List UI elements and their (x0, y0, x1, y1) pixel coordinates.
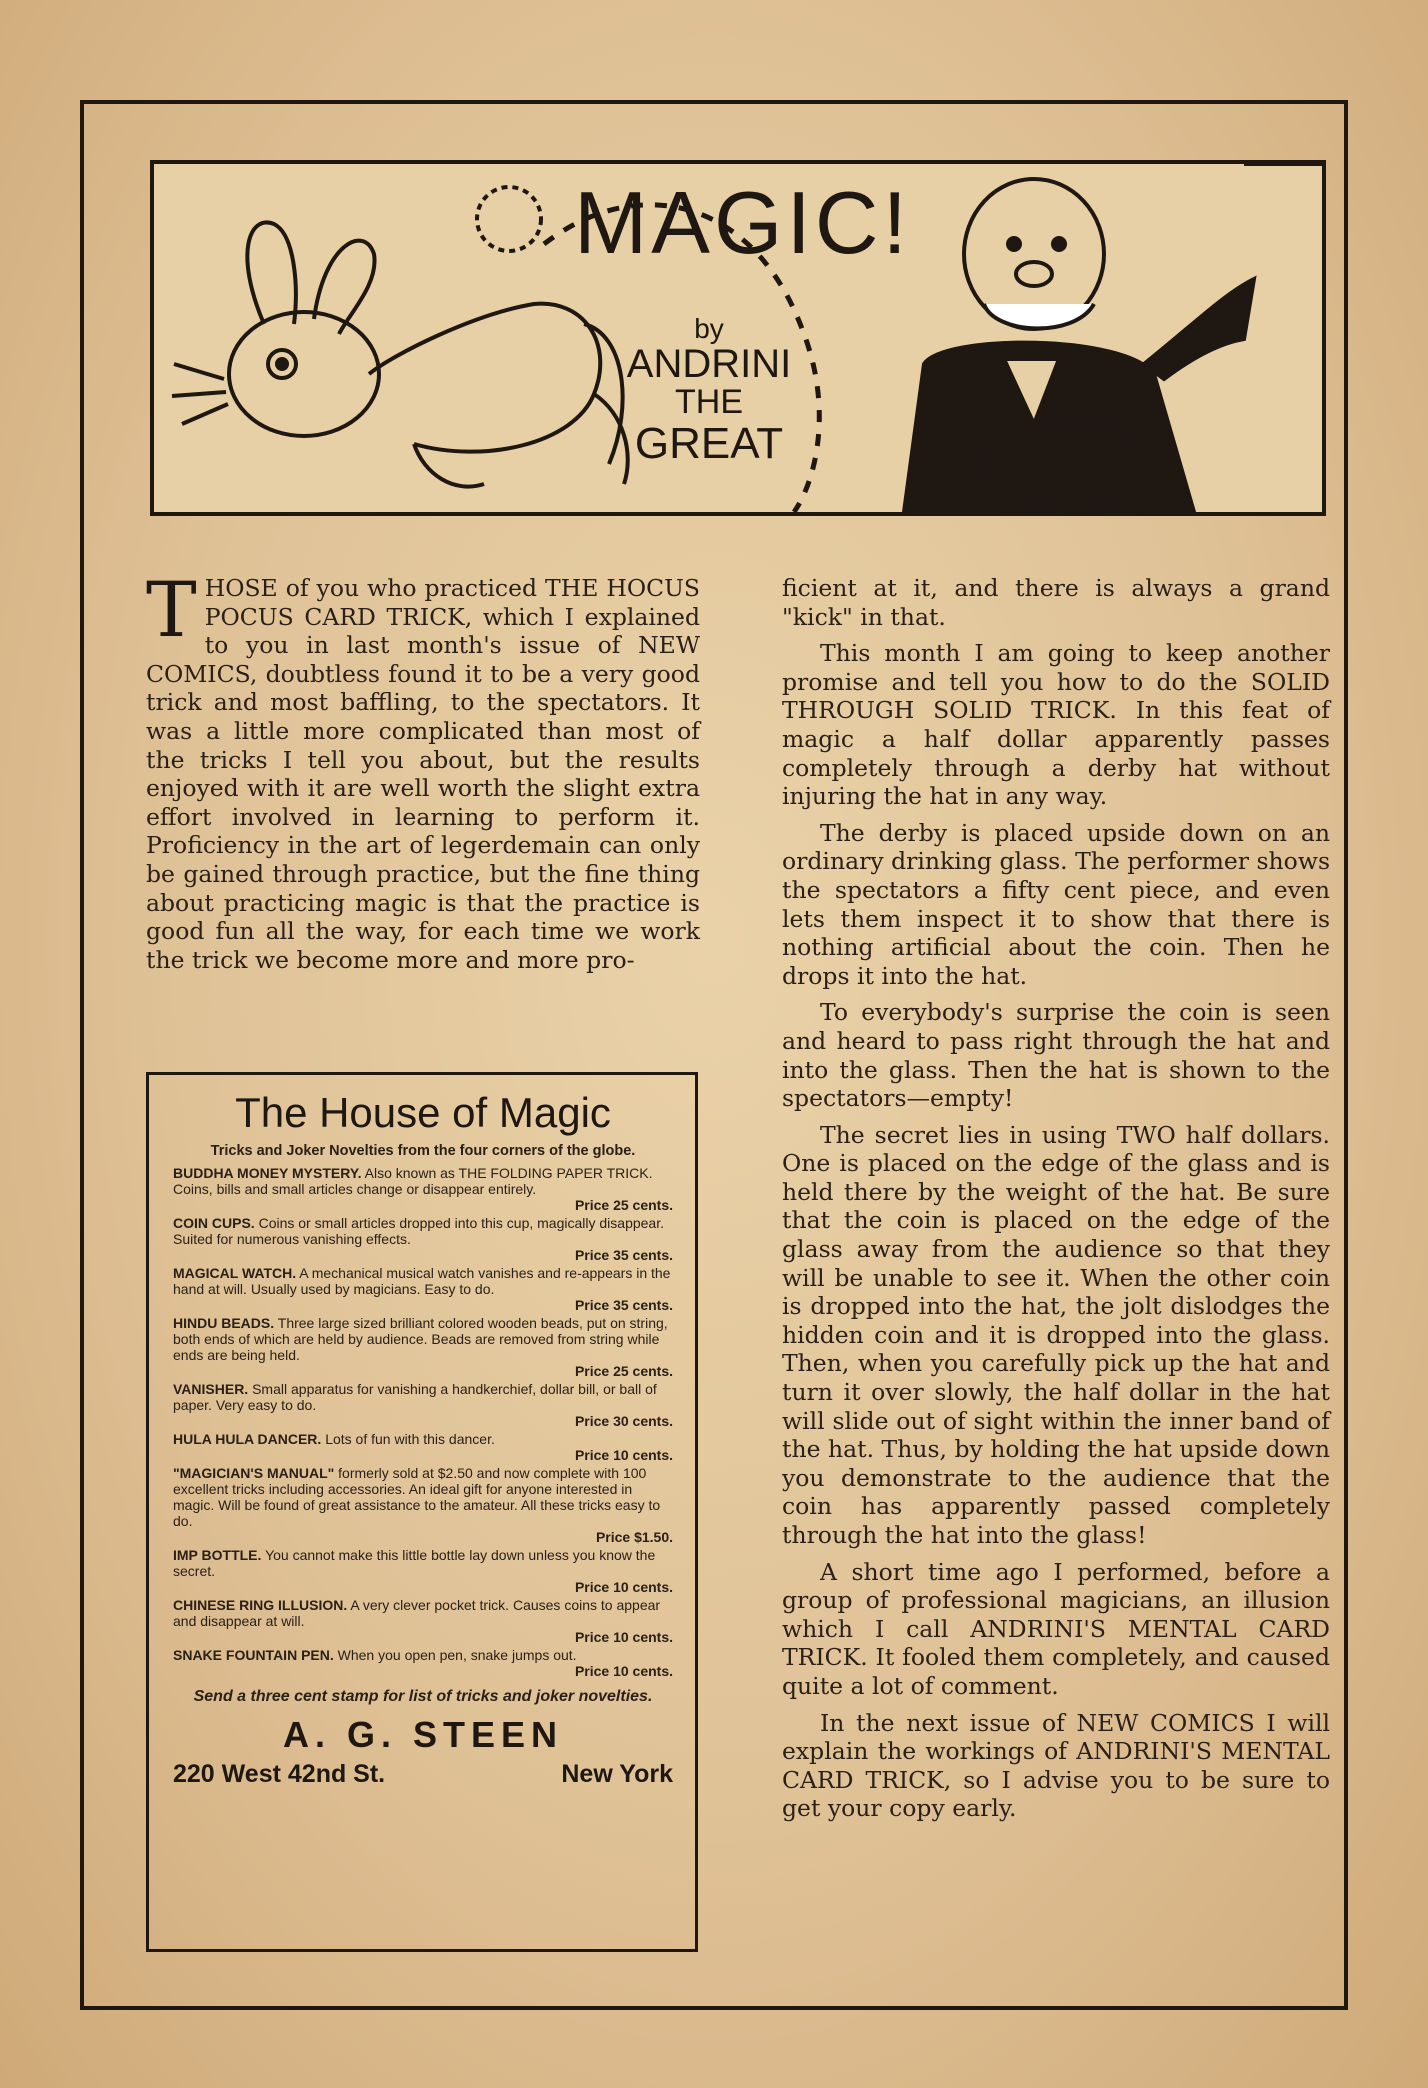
ad-item-name: CHINESE RING ILLUSION. (173, 1597, 348, 1613)
ad-item-price: Price 10 cents. (574, 1629, 673, 1645)
ad-item (173, 1431, 673, 1463)
ad-street-address: 220 West 42nd St. (173, 1760, 386, 1788)
ad-item-desc: Small apparatus for vanishing a handkerchief, dollar bill, or ball of paper. Very easy to do. (173, 1381, 657, 1413)
ad-item-name: "MAGICIAN'S MANUAL" (173, 1465, 335, 1481)
ad-subtitle: Tricks and Joker Novelties from the four corners of the globe. (210, 1143, 636, 1159)
ad-item (173, 1597, 673, 1645)
magician-illustration (904, 164, 1322, 512)
ad-item-price: Price 10 cents. (574, 1579, 673, 1595)
header-banner (150, 160, 1326, 516)
ad-item-name: HINDU BEADS. (173, 1315, 275, 1331)
article-paragraph: In the next issue of NEW COMICS I will explain the workings of ANDRINI'S MENTAL CARD TRICK, so I advise you to be sure to get your copy early. (782, 1708, 1330, 1823)
ad-city: New York (561, 1760, 673, 1788)
ad-item-name: VANISHER. (173, 1381, 249, 1397)
ad-item-desc: A very clever pocket trick. Causes coins to appear and disappear at will. (173, 1597, 661, 1629)
ad-item-name: HULA HULA DANCER. (173, 1431, 322, 1447)
article-paragraph: ficient at it, and there is always a grand "kick" in that. (782, 574, 1330, 631)
rabbit-illustration (172, 187, 628, 487)
ad-footer-note: Send a three cent stamp for list of tricks and joker novelties. (193, 1688, 653, 1705)
article-paragraph: This month I am going to keep another promise and tell you how to do the SOLID THROUGH SOLID TRICK. In this feat of magic a half dollar apparently passes completely through a derby hat without injuring the hat in any way. (782, 639, 1330, 811)
author-name-line2: THE (675, 383, 743, 422)
ad-item (173, 1215, 673, 1263)
ad-item-desc: Coins or small articles dropped into this cup, magically disappear. Suited for numerous vanishing effects. (173, 1215, 664, 1247)
byline (624, 314, 794, 467)
ad-item-price: Price $1.50. (595, 1529, 673, 1545)
article-paragraph: The derby is placed upside down on an ordinary drinking glass. The performer shows the spectators a fifty cent piece, and even lets them inspect it to show that there is nothing artificial about the coin. Then he drops it into the hat. (782, 818, 1330, 990)
ad-title: The House of Magic (235, 1089, 611, 1136)
ad-item-desc: When you open pen, snake jumps out. (337, 1647, 577, 1663)
ad-item (173, 1165, 673, 1213)
article-paragraph: To everybody's surprise the coin is seen and heard to pass right through the hat and into the glass. Then the hat is shown to the spectators—empty! (782, 998, 1330, 1113)
ad-seller-name: A. G. STEEN (282, 1714, 564, 1755)
ad-item (173, 1647, 673, 1679)
ad-item-name: SNAKE FOUNTAIN PEN. (173, 1647, 334, 1663)
ad-item (173, 1265, 673, 1313)
ad-item-desc: Three large sized brilliant colored wooden beads, put on string, both ends of which are held by audience. Beads are removed from string while ends are being held. (173, 1315, 668, 1363)
ad-item-name: BUDDHA MONEY MYSTERY. (173, 1165, 362, 1181)
byline-by: by (694, 313, 724, 344)
ad-item-price: Price 35 cents. (574, 1247, 673, 1263)
ad-item (173, 1315, 673, 1379)
ad-item-price: Price 35 cents. (574, 1297, 673, 1313)
ad-item-price: Price 10 cents. (574, 1447, 673, 1463)
house-of-magic-ad (146, 1072, 698, 1952)
ad-item (173, 1465, 673, 1545)
ad-item-price: Price 25 cents. (574, 1197, 673, 1213)
article-paragraph: The secret lies in using TWO half dollars. One is placed on the edge of the glass and is held there by the weight of the hat. Be sure that the coin is placed on the edge of the glass away from the audience so that they will be unable to see it. When the other coin is dropped into the hat, the jolt dislodges the hidden coin and it is dropped into the glass. Then, when you carefully pick up the hat and turn it over slowly, the half dollar in the hat will slide out of sight within the inner band of the hat. Thus, by holding the hat upside down you demonstrate to the audience that the coin has apparently passed completely through the hat into the glass! (782, 1120, 1330, 1549)
article-left-column (146, 565, 700, 974)
ad-item-desc: Lots of fun with this dancer. (325, 1431, 495, 1447)
article-paragraph (146, 565, 700, 974)
article-right-column (782, 574, 1330, 1823)
ad-item-price: Price 10 cents. (574, 1663, 673, 1679)
ad-item-name: MAGICAL WATCH. (173, 1265, 297, 1281)
article-paragraph: A short time ago I performed, before a group of professional magicians, an illusion which I call ANDRINI'S MENTAL CARD TRICK. It fooled them completely, and caused quite a lot of comment. (782, 1557, 1330, 1700)
ad-item-desc: Also known as THE FOLDING PAPER TRICK. Coins, bills and small articles change or disappear entirely. (173, 1165, 653, 1197)
ad-item-name: COIN CUPS. (173, 1215, 255, 1231)
banner-title: MAGIC! (574, 173, 911, 272)
ad-item-desc: formerly sold at $2.50 and now complete with 100 excellent tricks including accessories. An ideal gift for anyone interested in magic. Will be found of great assistance to the amateur. All these tricks easy to do. (173, 1465, 661, 1529)
ad-item-price: Price 25 cents. (574, 1363, 673, 1379)
ad-item-name: IMP BOTTLE. (173, 1547, 262, 1563)
article-text: HOSE of you who practiced THE HOCUS POCUS CARD TRICK, which I explained to you in last month's issue of NEW COMICS, doubtless found it to be a very good trick and most baffling, to the spectators. It was a little more complicated than most of the tricks I tell you about, but the results enjoyed with it are well worth the slight extra effort involved in learning to perform it. Proficiency in the art of legerdemain can only be gained through practice, but the fine thing about practicing magic is that the practice is good fun all the way, for each time we work the trick we become more and more pro- (146, 574, 700, 974)
author-name-line3: GREAT (634, 419, 784, 469)
ad-item-price: Price 30 cents. (574, 1413, 673, 1429)
drop-cap: T (146, 565, 197, 654)
ad-item (173, 1381, 673, 1429)
ad-item-desc: You cannot make this little bottle lay down unless you know the secret. (173, 1547, 656, 1579)
ad-item-desc: A mechanical musical watch vanishes and re-appears in the hand at will. Usually used by magicians. Easy to do. (173, 1265, 671, 1297)
ad-item (173, 1547, 673, 1595)
ad-address-line (173, 1760, 673, 1789)
author-name-line1: ANDRINI (626, 342, 792, 387)
